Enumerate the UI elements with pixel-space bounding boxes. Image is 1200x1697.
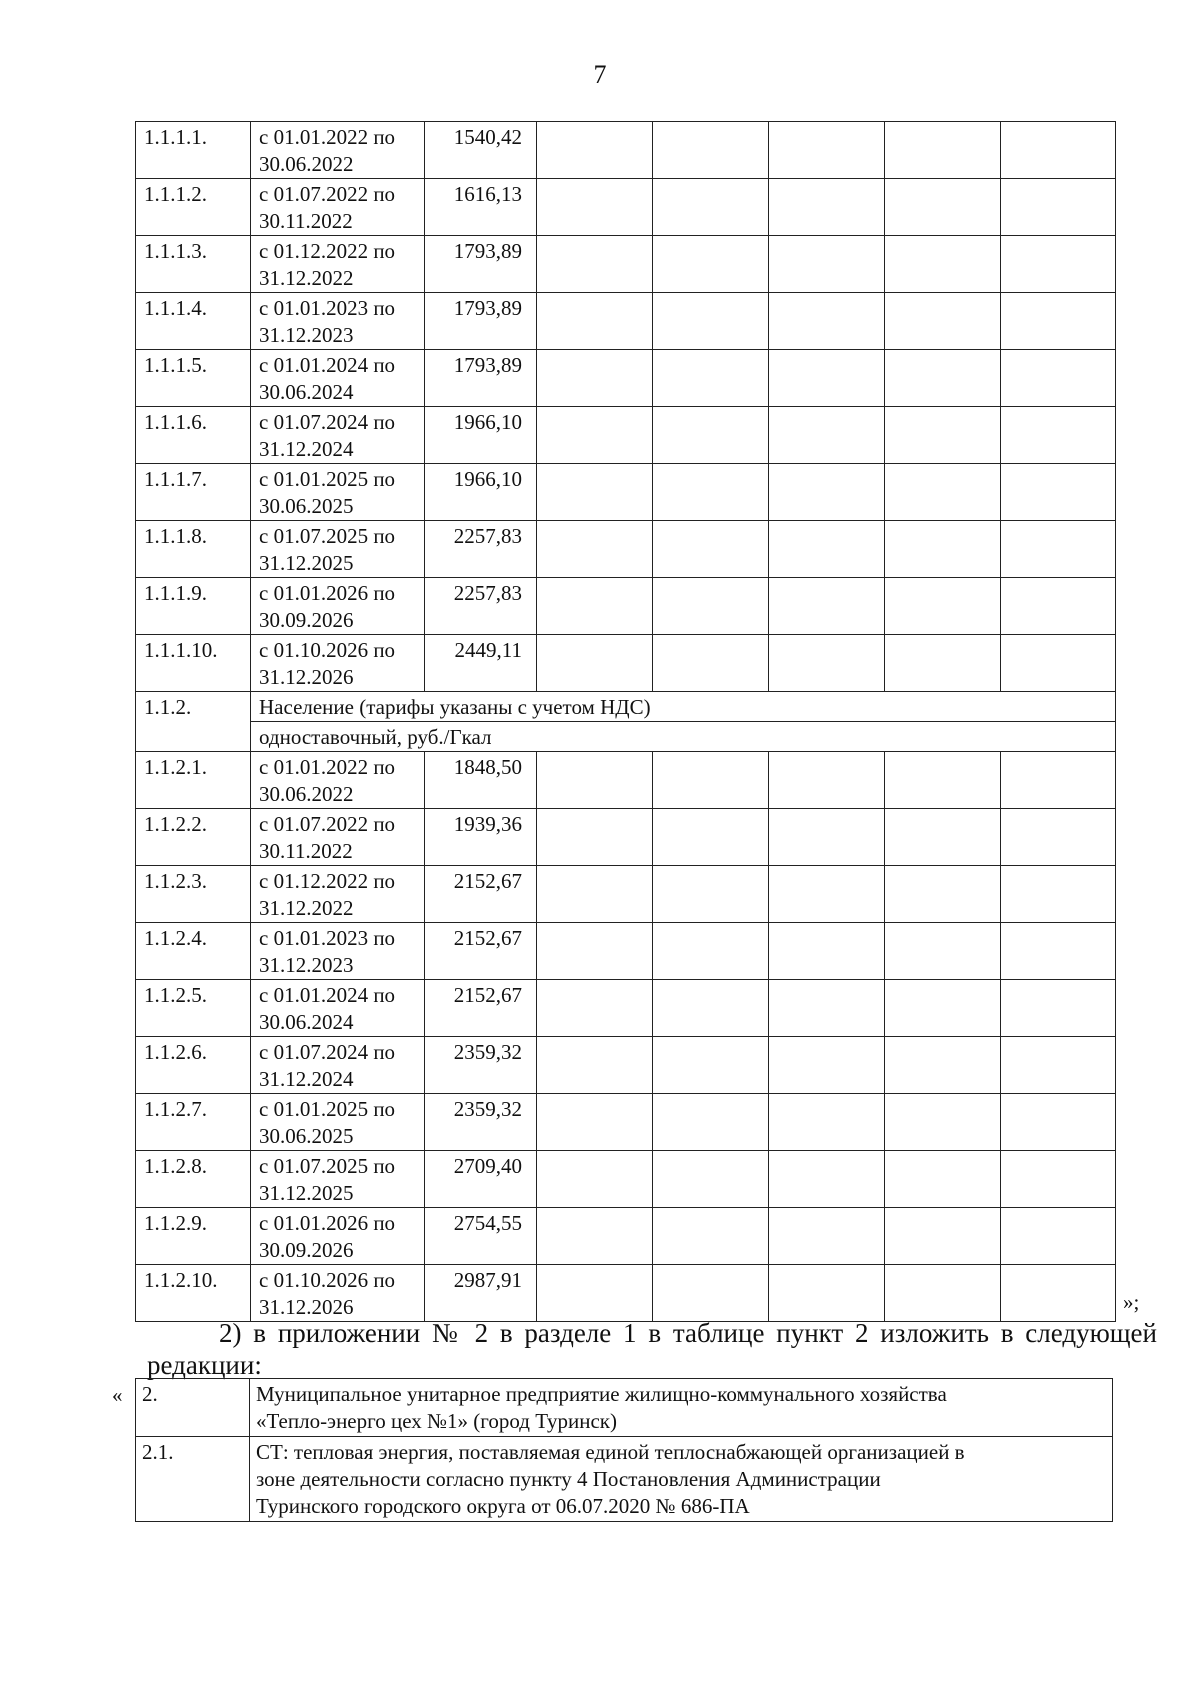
empty-cell (537, 122, 653, 179)
table-row (136, 122, 1116, 179)
empty-cell (885, 464, 1001, 521)
empty-cell (769, 578, 885, 635)
row-number: 1.1.1.4. (136, 293, 251, 350)
empty-cell (769, 521, 885, 578)
empty-cell (769, 464, 885, 521)
empty-cell (653, 464, 769, 521)
period-end: 30.11.2022 (259, 839, 353, 863)
row-number: 1.1.2.10. (136, 1265, 251, 1322)
empty-cell (537, 521, 653, 578)
empty-cell (769, 1208, 885, 1265)
tariff-value: 1793,89 (425, 350, 537, 407)
empty-cell (885, 980, 1001, 1037)
table-row (136, 923, 1116, 980)
org-row-text (250, 1379, 1113, 1437)
table-row (136, 578, 1116, 635)
empty-cell (769, 293, 885, 350)
period-start: с 01.07.2024 по (259, 410, 396, 434)
period-start: с 01.01.2023 по (259, 926, 396, 950)
empty-cell (653, 866, 769, 923)
empty-cell (1001, 752, 1116, 809)
period-end: 31.12.2023 (259, 323, 354, 347)
empty-cell (653, 350, 769, 407)
period-cell (251, 809, 425, 866)
period-cell (251, 578, 425, 635)
period-end: 30.06.2022 (259, 782, 354, 806)
table-row (136, 464, 1116, 521)
table-row (136, 407, 1116, 464)
empty-cell (537, 866, 653, 923)
period-cell (251, 752, 425, 809)
tariff-value: 2359,32 (425, 1094, 537, 1151)
row-number: 1.1.2.6. (136, 1037, 251, 1094)
table-row (136, 1094, 1116, 1151)
row-number: 1.1.2.9. (136, 1208, 251, 1265)
row-number: 1.1.1.5. (136, 350, 251, 407)
tariff-value: 2152,67 (425, 923, 537, 980)
period-end: 30.09.2026 (259, 1238, 354, 1262)
table-row (136, 752, 1116, 809)
row-number: 1.1.1.8. (136, 521, 251, 578)
empty-cell (885, 923, 1001, 980)
table-row (136, 350, 1116, 407)
row-number: 1.1.1.10. (136, 635, 251, 692)
empty-cell (1001, 980, 1116, 1037)
org-row (136, 1379, 1113, 1437)
tariff-table (135, 121, 1116, 1322)
empty-cell (769, 122, 885, 179)
empty-cell (885, 122, 1001, 179)
period-end: 31.12.2026 (259, 1295, 354, 1319)
row-number: 1.1.2.5. (136, 980, 251, 1037)
empty-cell (653, 809, 769, 866)
page-number: 7 (593, 60, 607, 89)
empty-cell (653, 1265, 769, 1322)
empty-cell (537, 293, 653, 350)
empty-cell (537, 1265, 653, 1322)
tariff-value: 2987,91 (425, 1265, 537, 1322)
empty-cell (653, 1208, 769, 1265)
period-start: с 01.01.2026 по (259, 581, 396, 605)
period-cell (251, 179, 425, 236)
period-end: 30.06.2024 (259, 1010, 354, 1034)
period-start: с 01.10.2026 по (259, 638, 396, 662)
empty-cell (769, 923, 885, 980)
period-cell (251, 866, 425, 923)
period-start: с 01.10.2026 по (259, 1268, 396, 1292)
period-cell (251, 635, 425, 692)
empty-cell (885, 521, 1001, 578)
tariff-value: 1966,10 (425, 464, 537, 521)
empty-cell (1001, 236, 1116, 293)
empty-cell (537, 752, 653, 809)
empty-cell (769, 635, 885, 692)
empty-cell (653, 293, 769, 350)
period-cell (251, 464, 425, 521)
row-number: 1.1.2.1. (136, 752, 251, 809)
period-end: 30.11.2022 (259, 209, 353, 233)
empty-cell (653, 752, 769, 809)
empty-cell (537, 1037, 653, 1094)
empty-cell (885, 809, 1001, 866)
empty-cell (769, 236, 885, 293)
empty-cell (1001, 809, 1116, 866)
tariff-value: 2257,83 (425, 521, 537, 578)
row-number: 1.1.1.9. (136, 578, 251, 635)
period-cell (251, 236, 425, 293)
period-end: 31.12.2023 (259, 953, 354, 977)
tariff-value: 1793,89 (425, 236, 537, 293)
tariff-value: 1966,10 (425, 407, 537, 464)
empty-cell (537, 923, 653, 980)
row-number: 1.1.2.4. (136, 923, 251, 980)
empty-cell (1001, 635, 1116, 692)
empty-cell (885, 1037, 1001, 1094)
empty-cell (769, 1151, 885, 1208)
period-start: с 01.12.2022 по (259, 869, 396, 893)
table-row (136, 1151, 1116, 1208)
empty-cell (537, 407, 653, 464)
empty-cell (653, 923, 769, 980)
table-row (136, 236, 1116, 293)
empty-cell (1001, 866, 1116, 923)
table-row (136, 1265, 1116, 1322)
empty-cell (537, 980, 653, 1037)
empty-cell (1001, 1151, 1116, 1208)
empty-cell (885, 1151, 1001, 1208)
table-row (136, 521, 1116, 578)
empty-cell (885, 1094, 1001, 1151)
empty-cell (1001, 122, 1116, 179)
period-start: с 01.01.2025 по (259, 1097, 396, 1121)
period-start: с 01.01.2022 по (259, 755, 396, 779)
row-number: 1.1.1.3. (136, 236, 251, 293)
table-row (136, 635, 1116, 692)
empty-cell (1001, 179, 1116, 236)
period-cell (251, 1037, 425, 1094)
organization-table (135, 1378, 1113, 1522)
empty-cell (537, 350, 653, 407)
empty-cell (885, 293, 1001, 350)
table-row (136, 1208, 1116, 1265)
empty-cell (1001, 521, 1116, 578)
empty-cell (537, 635, 653, 692)
empty-cell (769, 752, 885, 809)
row-number: 1.1.1.6. (136, 407, 251, 464)
period-end: 30.06.2025 (259, 1124, 354, 1148)
period-cell (251, 1094, 425, 1151)
empty-cell (885, 752, 1001, 809)
empty-cell (1001, 578, 1116, 635)
row-number: 1.1.1.7. (136, 464, 251, 521)
tariff-value: 2152,67 (425, 866, 537, 923)
org-text-line: СТ: тепловая энергия, поставляемая единой теплоснабжающей организацией в (256, 1440, 965, 1464)
empty-cell (537, 179, 653, 236)
empty-cell (769, 350, 885, 407)
tariff-value: 2359,32 (425, 1037, 537, 1094)
empty-cell (1001, 293, 1116, 350)
tariff-value: 2257,83 (425, 578, 537, 635)
period-cell (251, 350, 425, 407)
org-row-number: 2.1. (136, 1437, 250, 1522)
empty-cell (885, 578, 1001, 635)
period-cell (251, 923, 425, 980)
period-start: с 01.01.2025 по (259, 467, 396, 491)
empty-cell (1001, 350, 1116, 407)
period-cell (251, 521, 425, 578)
empty-cell (653, 980, 769, 1037)
period-start: с 01.07.2025 по (259, 1154, 396, 1178)
org-text-line: Муниципальное унитарное предприятие жилищно-коммунального хозяйства (256, 1382, 947, 1406)
table-row (136, 179, 1116, 236)
empty-cell (653, 407, 769, 464)
section-subtitle-row (136, 722, 1116, 752)
period-cell (251, 122, 425, 179)
period-end: 31.12.2024 (259, 1067, 354, 1091)
org-row-text (250, 1437, 1113, 1522)
empty-cell (769, 1037, 885, 1094)
empty-cell (537, 464, 653, 521)
empty-cell (653, 236, 769, 293)
org-text-line: Туринского городского округа от 06.07.2020 № 686-ПА (256, 1494, 750, 1518)
tariff-value: 2709,40 (425, 1151, 537, 1208)
empty-cell (769, 179, 885, 236)
section-title: Население (тарифы указаны с учетом НДС) (251, 692, 1116, 722)
empty-cell (1001, 1208, 1116, 1265)
table-row (136, 866, 1116, 923)
period-start: с 01.07.2024 по (259, 1040, 396, 1064)
empty-cell (885, 866, 1001, 923)
period-end: 31.12.2022 (259, 266, 354, 290)
section-row (136, 692, 1116, 722)
period-end: 30.06.2025 (259, 494, 354, 518)
period-cell (251, 1265, 425, 1322)
empty-cell (537, 236, 653, 293)
period-end: 30.06.2022 (259, 152, 354, 176)
tariff-value: 1793,89 (425, 293, 537, 350)
table-row (136, 980, 1116, 1037)
empty-cell (1001, 1094, 1116, 1151)
period-start: с 01.12.2022 по (259, 239, 396, 263)
period-cell (251, 1208, 425, 1265)
period-cell (251, 293, 425, 350)
empty-cell (653, 1151, 769, 1208)
tariff-value: 1848,50 (425, 752, 537, 809)
period-end: 31.12.2022 (259, 896, 354, 920)
org-text-line: «Тепло-энерго цех №1» (город Туринск) (256, 1409, 617, 1433)
empty-cell (1001, 464, 1116, 521)
row-number: 1.1.1.1. (136, 122, 251, 179)
empty-cell (1001, 1037, 1116, 1094)
opening-quote: « (112, 1383, 123, 1407)
row-number: 1.1.1.2. (136, 179, 251, 236)
period-end: 31.12.2025 (259, 1181, 354, 1205)
empty-cell (769, 1094, 885, 1151)
tariff-value: 1939,36 (425, 809, 537, 866)
empty-cell (1001, 923, 1116, 980)
empty-cell (769, 866, 885, 923)
empty-cell (769, 809, 885, 866)
empty-cell (653, 1037, 769, 1094)
empty-cell (769, 1265, 885, 1322)
period-end: 30.09.2026 (259, 608, 354, 632)
empty-cell (653, 635, 769, 692)
row-number: 1.1.2.7. (136, 1094, 251, 1151)
empty-cell (885, 635, 1001, 692)
empty-cell (653, 122, 769, 179)
org-text-line: зоне деятельности согласно пункту 4 Постановления Администрации (256, 1467, 881, 1491)
row-number: 1.1.2.8. (136, 1151, 251, 1208)
empty-cell (769, 980, 885, 1037)
period-end: 31.12.2025 (259, 551, 354, 575)
tariff-value: 1540,42 (425, 122, 537, 179)
tariff-value: 2152,67 (425, 980, 537, 1037)
empty-cell (1001, 1265, 1116, 1322)
amendment-paragraph: 2) в приложении № 2 в разделе 1 в таблице пункт 2 изложить в следующей редакции: (147, 1318, 1157, 1380)
tariff-value: 2754,55 (425, 1208, 537, 1265)
period-start: с 01.07.2025 по (259, 524, 396, 548)
period-start: с 01.01.2022 по (259, 125, 396, 149)
empty-cell (885, 350, 1001, 407)
table-row (136, 809, 1116, 866)
period-start: с 01.01.2023 по (259, 296, 396, 320)
period-start: с 01.01.2024 по (259, 983, 396, 1007)
empty-cell (885, 407, 1001, 464)
empty-cell (1001, 407, 1116, 464)
period-cell (251, 407, 425, 464)
empty-cell (653, 1094, 769, 1151)
row-number: 1.1.2.3. (136, 866, 251, 923)
closing-quote: »; (1123, 1290, 1140, 1314)
period-end: 30.06.2024 (259, 380, 354, 404)
org-row (136, 1437, 1113, 1522)
section-subtitle: одноставочный, руб./Гкал (251, 722, 1116, 752)
period-start: с 01.07.2022 по (259, 812, 396, 836)
period-cell (251, 980, 425, 1037)
period-start: с 01.07.2022 по (259, 182, 396, 206)
row-number: 1.1.2. (136, 692, 251, 752)
empty-cell (653, 179, 769, 236)
empty-cell (537, 1208, 653, 1265)
empty-cell (537, 1151, 653, 1208)
empty-cell (885, 179, 1001, 236)
empty-cell (653, 578, 769, 635)
period-end: 31.12.2026 (259, 665, 354, 689)
table-row (136, 1037, 1116, 1094)
row-number: 1.1.2.2. (136, 809, 251, 866)
empty-cell (885, 236, 1001, 293)
empty-cell (537, 809, 653, 866)
period-end: 31.12.2024 (259, 437, 354, 461)
period-start: с 01.01.2024 по (259, 353, 396, 377)
period-start: с 01.01.2026 по (259, 1211, 396, 1235)
empty-cell (885, 1208, 1001, 1265)
tariff-value: 2449,11 (425, 635, 537, 692)
org-row-number: 2. (136, 1379, 250, 1437)
empty-cell (537, 578, 653, 635)
empty-cell (885, 1265, 1001, 1322)
table-row (136, 293, 1116, 350)
tariff-value: 1616,13 (425, 179, 537, 236)
empty-cell (769, 407, 885, 464)
period-cell (251, 1151, 425, 1208)
empty-cell (653, 521, 769, 578)
empty-cell (537, 1094, 653, 1151)
